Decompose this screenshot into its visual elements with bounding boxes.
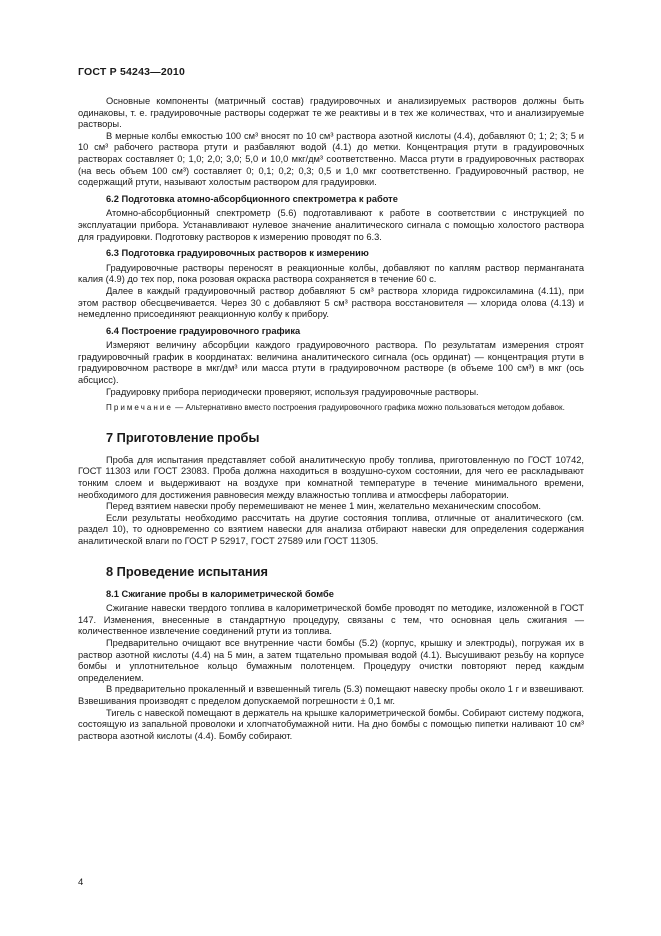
paragraph: Атомно-абсорбционный спектрометр (5.6) подготавливают к работе в соответствии с инструкцией по эксплуатации прибора. Устанавливают нулевое значение аналитического сигнала с помощью холостого раствора для градуировки. Подготовку растворов к измерению проводят по 6.3.	[78, 208, 584, 242]
section-heading-7: 7 Приготовление пробы	[106, 429, 260, 445]
paragraph: Сжигание навески твердого топлива в калориметрической бомбе проводят по методике, изложенной в ГОСТ 147. Изменения, внесенные в стандартную процедуру, связаны с тем, что основная цель сжигания — количественное извлечение соединений ртути из топлива.	[78, 603, 584, 637]
paragraph: Если результаты необходимо рассчитать на другие состояния топлива, отличные от аналитического (см. раздел 10), то одновременно со взятием навески для анализа отбирают навески для определения содержания аналитической влаги по ГОСТ Р 52917, ГОСТ 27589 или ГОСТ 11305.	[78, 512, 584, 546]
paragraph: Градуировку прибора периодически проверяют, используя градуировочные растворы.	[106, 386, 479, 397]
paragraph: Основные компоненты (матричный состав) градуировочных и анализируемых растворов должны быть одинаковы, т. е. градуировочные растворы содержат те же реактивы и в тех же количествах, что и анализируемые растворы.	[78, 96, 584, 130]
note-text: — Альтернативно вместо построения градуировочного графика можно пользоваться методом добавок.	[175, 403, 565, 413]
paragraph: Далее в каждый градуировочный раствор добавляют 5 см³ раствора хлорида гидроксиламина (4.11), при этом раствор обесцвечивается. Через 30 с добавляют 5 см³ раствора восстановителя — хлорида олова (4.13) и немедленно присоединяют реакционную колбу к прибору.	[78, 285, 584, 320]
subsection-heading-6-3: 6.3 Подготовка градуировочных растворов к измерению	[106, 248, 369, 259]
paragraph: Предварительно очищают все внутренние части бомбы (5.2) (корпус, крышку и электроды), погружая их в раствор азотной кислоты (4.4) на 5 мин, а затем тщательно промывая водой (4.1). Высушивают резьбу на корпусе бомбы и уплотнительное кольцо бумажным полотенцем. Процедуру очистки повторяют перед каждым определением.	[78, 637, 584, 683]
note-label: Примечание	[106, 403, 173, 413]
section-heading-8: 8 Проведение испытания	[106, 563, 268, 579]
note	[78, 403, 584, 414]
paragraph: Измеряют величину абсорбции каждого градуировочного раствора. По результатам измерения строят градуировочный график в координатах: величина аналитического сигнала (ось ординат) — концентрация ртути в градуировочном растворе в мкг/дм³ или масса ртути в градуировочном растворе (в объеме 100 см³) в мкг (ось абсцисс).	[78, 340, 584, 386]
paragraph: В предварительно прокаленный и взвешенный тигель (5.3) помещают навеску пробы около 1 г и взвешивают. Взвешивания производят с пределом допускаемой погрешности ± 0,1 мг.	[78, 684, 584, 706]
paragraph: Проба для испытания представляет собой аналитическую пробу топлива, приготовленную по ГОСТ 10742, ГОСТ 11303 или ГОСТ 23083. Проба должна находиться в воздушно-сухом состоянии, для чего ее раскладывают тонким слоем и выдерживают на воздухе при комнатной температуре в течение минимального времени, необходимого для достижения равновесия между влажностью топлива и атмосферы лаборатории.	[78, 454, 584, 500]
paragraph: Перед взятием навески пробу перемешивают не менее 1 мин, желательно механическим способом.	[106, 501, 541, 512]
document-header: ГОСТ Р 54243—2010	[78, 66, 186, 78]
subsection-heading-6-4: 6.4 Построение градуировочного графика	[106, 325, 301, 336]
subsection-heading-6-2: 6.2 Подготовка атомно-абсорбционного спектрометра к работе	[106, 193, 398, 204]
document-body	[78, 96, 584, 742]
paragraph: В мерные колбы емкостью 100 см³ вносят по 10 см³ раствора азотной кислоты (4.4), добавляют 0; 1; 2; 3; 5 и 10 см³ рабочего раствора ртути и разбавляют водой (4.1) до метки. Концентрация ртути в градуировочных растворах составляет 0; 1,0; 2,0; 3,0; 5,0 и 10,0 мкг/дм³ соответственно. Масса ртути в градуировочных растворах (на весь объем 100 см³) составляет 0; 0,1; 0,2; 0,3; 0,5 и 1,0 мкг соответственно. Градуировочный раствор, не содержащий ртути, называют холостым раствором для градуировки.	[78, 130, 584, 188]
paragraph: Градуировочные растворы переносят в реакционные колбы, добавляют по каплям раствор перманганата калия (4.9) до тех пор, пока розовая окраска раствора сохраняется в течение 60 с.	[78, 262, 584, 285]
page-number: 4	[78, 877, 84, 888]
subsection-heading-8-1: 8.1 Сжигание пробы в калориметрической бомбе	[106, 588, 334, 599]
paragraph: Тигель с навеской помещают в держатель на крышке калориметрической бомбы. Собирают систему поджога, состоящую из запальной проволоки и хлопчатобумажной нити. На дно бомбы с помощью пипетки наливают 10 см³ раствора азотной кислоты (4.4). Бомбу собирают.	[78, 707, 584, 741]
